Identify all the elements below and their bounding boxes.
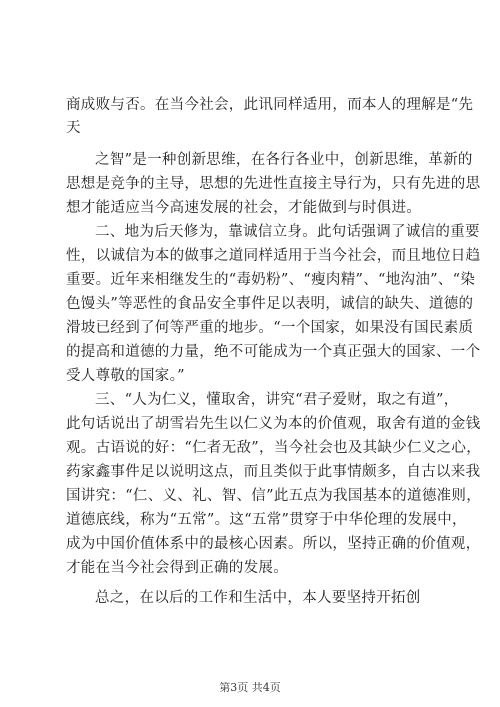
text-line: 受人尊敬的国家。” bbox=[66, 368, 185, 384]
text-line: 之智”是一种创新思维，在各行各业中，创新思维，革新的 bbox=[95, 152, 473, 168]
text-line: 成为中国价值体系中的最核心因素。所以，坚持正确的价值观， bbox=[66, 536, 481, 552]
text-line: 天 bbox=[66, 120, 81, 136]
text-line: 商成败与否。在当今社会，此讯同样适用，而本人的理解是“先 bbox=[66, 97, 474, 113]
text-line: 想才能适应当今高速发展的社会，才能做到与时俱进。 bbox=[66, 200, 422, 216]
text-line: 此句话说出了胡雪岩先生以仁义为本的价值观，取舍有道的金钱 bbox=[66, 416, 481, 432]
text-line: 药家鑫事件足以说明这点，而且类似于此事情颇多，自古以来我 bbox=[66, 464, 481, 480]
text-line: 的提高和道德的力量，绝不可能成为一个真正强大的国家、一个 bbox=[66, 344, 481, 360]
text-line: 重要。近年来相继发生的“毒奶粉”、“瘦肉精”、“地沟油”、“染 bbox=[66, 272, 476, 288]
text-line: 总之，在以后的工作和生活中，本人要坚持开拓创 bbox=[95, 590, 421, 606]
text-line: 滑坡已经到了何等严重的地步。“一个国家，如果没有国民素质 bbox=[66, 320, 474, 336]
text-line: 色馒头”等恶性的食品安全事件足以表明，诚信的缺失、道德的 bbox=[66, 296, 474, 312]
page-footer: 第3页 共4页 bbox=[219, 681, 281, 694]
text-line: 道德底线，称为“五常”。这“五常”贯穿于中华伦理的发展中， bbox=[66, 512, 467, 528]
text-line: 国讲究：“仁、义、礼、智、信”此五点为我国基本的道德准则， bbox=[66, 488, 482, 504]
text-line: 二、地为后天修为，靠诚信立身。此句话强调了诚信的重要 bbox=[95, 224, 480, 240]
text-line: 才能在当今社会得到正确的发展。 bbox=[66, 560, 288, 576]
text-line: 观。古语说的好：“仁者无敌”，当今社会也及其缺少仁义之心， bbox=[66, 440, 482, 456]
text-line: 思想是竞争的主导，思想的先进性直接主导行为，只有先进的思 bbox=[66, 176, 481, 192]
text-line: 三、“人为仁义，懂取舍，讲究“君子爱财，取之有道”， bbox=[95, 392, 459, 408]
text-line: 性，以诚信为本的做事之道同样适用于当今社会，而且地位日趋 bbox=[66, 248, 481, 264]
